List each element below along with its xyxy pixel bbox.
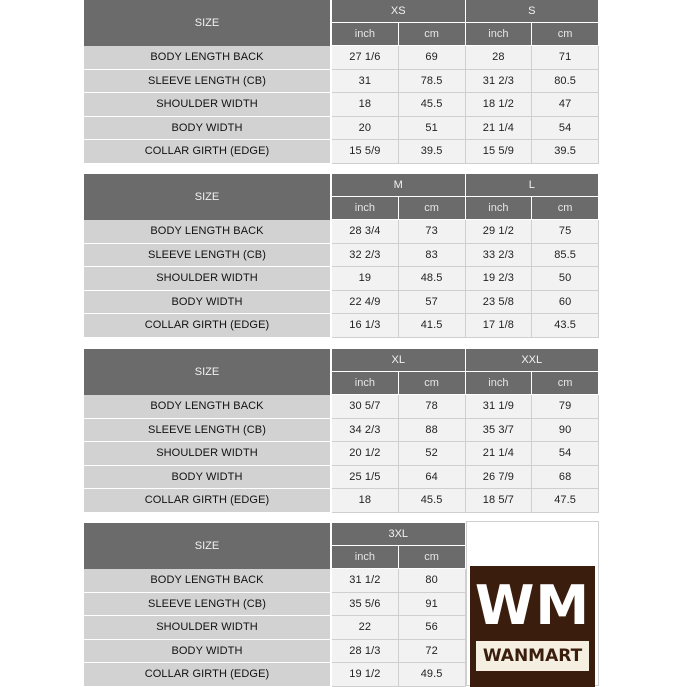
logo-mark: WM	[474, 574, 591, 637]
value-cm: 75	[532, 220, 599, 244]
table-row	[84, 117, 599, 141]
size-column-header: XL	[332, 349, 466, 372]
measurement-label: BODY LENGTH BACK	[84, 569, 332, 593]
value-inch: 31 2/3	[466, 70, 533, 94]
value-inch: 22 4/9	[332, 291, 399, 315]
unit-header-inch: inch	[332, 197, 399, 220]
unit-header-inch: inch	[466, 197, 533, 220]
value-cm: 71	[532, 46, 599, 70]
value-inch: 20 1/2	[332, 442, 399, 466]
table-row	[84, 314, 599, 338]
value-inch: 31 1/9	[466, 395, 533, 419]
measurement-label: SHOULDER WIDTH	[84, 616, 332, 640]
value-cm: 52	[399, 442, 466, 466]
unit-header-cm: cm	[532, 372, 599, 395]
value-cm: 90	[532, 419, 599, 443]
value-cm: 78	[399, 395, 466, 419]
value-inch: 15 5/9	[332, 140, 399, 164]
size-column-header: L	[466, 174, 600, 197]
unit-header-cm: cm	[399, 372, 466, 395]
table-row	[84, 46, 599, 70]
value-cm: 47.5	[532, 489, 599, 513]
size-header: SIZE	[84, 0, 332, 46]
table-row	[84, 220, 599, 244]
value-cm: 79	[532, 395, 599, 419]
value-inch: 21 1/4	[466, 117, 533, 141]
table-row	[84, 244, 599, 268]
logo-background	[470, 566, 595, 687]
measurement-label: SHOULDER WIDTH	[84, 267, 332, 291]
table-header	[84, 174, 599, 220]
value-inch: 19 1/2	[332, 663, 399, 687]
value-cm: 56	[399, 616, 466, 640]
value-cm: 72	[399, 640, 466, 664]
value-inch: 21 1/4	[466, 442, 533, 466]
unit-header-cm: cm	[532, 23, 599, 46]
table-row	[84, 267, 599, 291]
value-inch: 18	[332, 93, 399, 117]
measurement-label: SLEEVE LENGTH (CB)	[84, 419, 332, 443]
size-header: SIZE	[84, 349, 332, 395]
table-row	[84, 419, 599, 443]
value-cm: 39.5	[532, 140, 599, 164]
value-cm: 41.5	[399, 314, 466, 338]
value-inch: 32 2/3	[332, 244, 399, 268]
value-cm: 68	[532, 466, 599, 490]
measurement-label: SLEEVE LENGTH (CB)	[84, 593, 332, 617]
value-cm: 64	[399, 466, 466, 490]
value-inch: 33 2/3	[466, 244, 533, 268]
value-inch: 31 1/2	[332, 569, 399, 593]
size-table	[84, 349, 599, 513]
measurement-label: BODY LENGTH BACK	[84, 395, 332, 419]
value-inch: 28	[466, 46, 533, 70]
value-cm: 91	[399, 593, 466, 617]
table-row	[84, 70, 599, 94]
value-cm: 83	[399, 244, 466, 268]
measurement-label: COLLAR GIRTH (EDGE)	[84, 314, 332, 338]
value-cm: 50	[532, 267, 599, 291]
unit-header-cm: cm	[399, 546, 466, 569]
value-inch: 30 5/7	[332, 395, 399, 419]
unit-header-inch: inch	[332, 546, 399, 569]
value-cm: 49.5	[399, 663, 466, 687]
value-inch: 35 3/7	[466, 419, 533, 443]
table-row	[84, 140, 599, 164]
brand-logo	[466, 521, 599, 686]
size-column-header: XXL	[466, 349, 600, 372]
value-inch: 29 1/2	[466, 220, 533, 244]
size-column-header: S	[466, 0, 600, 23]
size-table	[84, 0, 599, 164]
value-cm: 47	[532, 93, 599, 117]
value-cm: 54	[532, 442, 599, 466]
value-cm: 88	[399, 419, 466, 443]
measurement-label: SLEEVE LENGTH (CB)	[84, 70, 332, 94]
unit-header-inch: inch	[332, 372, 399, 395]
table-row	[84, 489, 599, 513]
value-cm: 57	[399, 291, 466, 315]
table-row	[84, 93, 599, 117]
measurement-label: SLEEVE LENGTH (CB)	[84, 244, 332, 268]
value-inch: 22	[332, 616, 399, 640]
logo-wordmark: WANMART	[482, 646, 583, 666]
size-header: SIZE	[84, 174, 332, 220]
value-cm: 85.5	[532, 244, 599, 268]
value-inch: 27 1/6	[332, 46, 399, 70]
unit-header-cm: cm	[532, 197, 599, 220]
unit-header-inch: inch	[466, 372, 533, 395]
value-inch: 25 1/5	[332, 466, 399, 490]
value-cm: 80.5	[532, 70, 599, 94]
measurement-label: BODY WIDTH	[84, 466, 332, 490]
table-row	[84, 466, 599, 490]
value-inch: 28 3/4	[332, 220, 399, 244]
value-inch: 19 2/3	[466, 267, 533, 291]
table-row	[84, 395, 599, 419]
table-row	[84, 442, 599, 466]
value-cm: 80	[399, 569, 466, 593]
size-column-header: XS	[332, 0, 466, 23]
value-cm: 48.5	[399, 267, 466, 291]
measurement-label: COLLAR GIRTH (EDGE)	[84, 489, 332, 513]
value-cm: 45.5	[399, 489, 466, 513]
value-inch: 18	[332, 489, 399, 513]
value-inch: 19	[332, 267, 399, 291]
measurement-label: BODY WIDTH	[84, 291, 332, 315]
value-cm: 39.5	[399, 140, 466, 164]
value-inch: 18 5/7	[466, 489, 533, 513]
size-column-header: M	[332, 174, 466, 197]
value-inch: 17 1/8	[466, 314, 533, 338]
value-cm: 69	[399, 46, 466, 70]
value-cm: 73	[399, 220, 466, 244]
value-cm: 45.5	[399, 93, 466, 117]
value-cm: 51	[399, 117, 466, 141]
value-inch: 18 1/2	[466, 93, 533, 117]
measurement-label: BODY LENGTH BACK	[84, 220, 332, 244]
measurement-label: SHOULDER WIDTH	[84, 442, 332, 466]
unit-header-cm: cm	[399, 23, 466, 46]
value-inch: 16 1/3	[332, 314, 399, 338]
measurement-label: COLLAR GIRTH (EDGE)	[84, 140, 332, 164]
value-cm: 60	[532, 291, 599, 315]
size-header: SIZE	[84, 523, 332, 569]
value-inch: 28 1/3	[332, 640, 399, 664]
value-inch: 20	[332, 117, 399, 141]
size-table	[84, 174, 599, 338]
unit-header-cm: cm	[399, 197, 466, 220]
measurement-label: BODY WIDTH	[84, 117, 332, 141]
logo-band	[476, 641, 589, 671]
unit-header-inch: inch	[466, 23, 533, 46]
measurement-label: BODY WIDTH	[84, 640, 332, 664]
value-cm: 43.5	[532, 314, 599, 338]
measurement-label: BODY LENGTH BACK	[84, 46, 332, 70]
value-inch: 31	[332, 70, 399, 94]
measurement-label: COLLAR GIRTH (EDGE)	[84, 663, 332, 687]
table-header	[84, 349, 599, 395]
table-header	[84, 0, 599, 46]
value-inch: 15 5/9	[466, 140, 533, 164]
measurement-label: SHOULDER WIDTH	[84, 93, 332, 117]
value-cm: 78.5	[399, 70, 466, 94]
size-column-header: 3XL	[332, 523, 466, 546]
value-cm: 54	[532, 117, 599, 141]
value-inch: 26 7/9	[466, 466, 533, 490]
value-inch: 35 5/6	[332, 593, 399, 617]
table-row	[84, 291, 599, 315]
value-inch: 23 5/8	[466, 291, 533, 315]
value-inch: 34 2/3	[332, 419, 399, 443]
unit-header-inch: inch	[332, 23, 399, 46]
